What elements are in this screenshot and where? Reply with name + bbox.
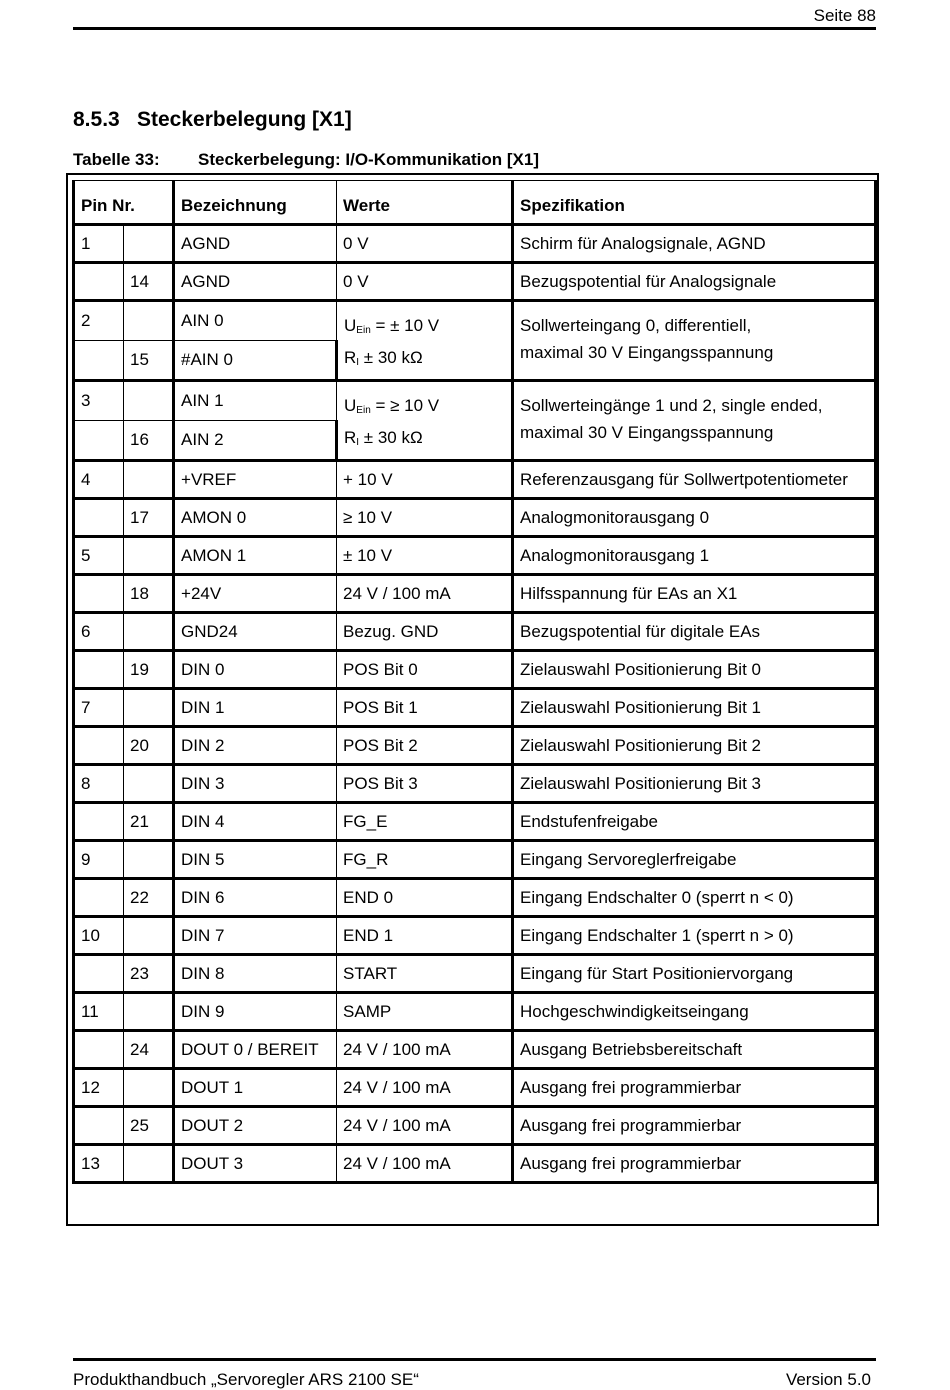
pin-cell [124, 613, 174, 651]
value-cell: POS Bit 3 [337, 765, 513, 803]
value-cell: 24 V / 100 mA [337, 1107, 513, 1145]
pin-cell: 17 [124, 499, 174, 537]
spec-cell [513, 381, 876, 461]
spec-cell: Hochgeschwindigkeitseingang [513, 993, 876, 1031]
table-row [74, 689, 876, 727]
table-row [74, 575, 876, 613]
pin-cell: 16 [124, 421, 174, 461]
pin-cell [74, 263, 124, 301]
name-cell: AIN 1 [174, 381, 337, 421]
pin-cell: 11 [74, 993, 124, 1031]
value-line [344, 424, 511, 456]
pin-cell: 10 [74, 917, 124, 955]
pin-table [72, 180, 877, 1184]
pin-cell [124, 1069, 174, 1107]
table-row [74, 727, 876, 765]
table-row [74, 651, 876, 689]
name-cell: DIN 8 [174, 955, 337, 993]
table-row [74, 1069, 876, 1107]
value-cell: END 1 [337, 917, 513, 955]
name-cell: DIN 4 [174, 803, 337, 841]
value-text: = ± 10 V [370, 316, 440, 335]
value-cell: END 0 [337, 879, 513, 917]
pin-cell: 3 [74, 381, 124, 421]
spec-cell: Bezugspotential für Analogsignale [513, 263, 876, 301]
pin-cell: 25 [124, 1107, 174, 1145]
pin-cell: 14 [124, 263, 174, 301]
value-cell: 24 V / 100 mA [337, 1145, 513, 1183]
value-cell: 24 V / 100 mA [337, 1069, 513, 1107]
pin-cell: 23 [124, 955, 174, 993]
pin-cell [74, 1107, 124, 1145]
pin-cell [74, 575, 124, 613]
header-name: Bezeichnung [174, 181, 337, 225]
spec-cell: Zielauswahl Positionierung Bit 2 [513, 727, 876, 765]
symbol: R [344, 348, 357, 367]
table-row [74, 301, 876, 341]
pin-cell: 12 [74, 1069, 124, 1107]
symbol-subscript: I [356, 437, 360, 448]
name-cell: AIN 2 [174, 421, 337, 461]
name-cell: AGND [174, 263, 337, 301]
pin-cell: 24 [124, 1031, 174, 1069]
name-cell: AIN 0 [174, 301, 337, 341]
pin-cell [74, 1031, 124, 1069]
table-caption [73, 150, 539, 170]
name-cell: DIN 5 [174, 841, 337, 879]
name-cell: DOUT 2 [174, 1107, 337, 1145]
pin-cell: 4 [74, 461, 124, 499]
name-cell: DIN 7 [174, 917, 337, 955]
table-row [74, 537, 876, 575]
header-pin: Pin Nr. [74, 181, 174, 225]
caption-text: Steckerbelegung: I/O-Kommunikation [X1] [198, 150, 539, 169]
name-cell: DIN 2 [174, 727, 337, 765]
table-row [74, 955, 876, 993]
value-cell: START [337, 955, 513, 993]
pin-cell [124, 917, 174, 955]
spec-cell: Schirm für Analogsignale, AGND [513, 225, 876, 263]
pin-cell [124, 461, 174, 499]
table-row [74, 613, 876, 651]
spec-cell: Eingang für Start Positioniervorgang [513, 955, 876, 993]
value-cell: FG_R [337, 841, 513, 879]
pin-cell [124, 381, 174, 421]
pin-cell [124, 301, 174, 341]
table-header-row [74, 181, 876, 225]
spec-cell: Ausgang frei programmierbar [513, 1107, 876, 1145]
spec-cell [513, 301, 876, 381]
pin-cell [74, 803, 124, 841]
value-cell: 0 V [337, 225, 513, 263]
name-cell: AGND [174, 225, 337, 263]
pin-cell: 18 [124, 575, 174, 613]
name-cell: DIN 3 [174, 765, 337, 803]
pin-cell: 2 [74, 301, 124, 341]
symbol-subscript: Ein [356, 325, 371, 336]
table-row [74, 263, 876, 301]
spec-cell: Zielauswahl Positionierung Bit 3 [513, 765, 876, 803]
pin-cell [124, 841, 174, 879]
symbol: U [344, 396, 357, 415]
pin-cell: 20 [124, 727, 174, 765]
spec-cell: Referenzausgang für Sollwertpotentiometer [513, 461, 876, 499]
value-line [344, 392, 511, 424]
table-row [74, 381, 876, 421]
section-number: 8.5.3 [73, 108, 120, 131]
value-line [344, 312, 511, 344]
spec-cell: Ausgang frei programmierbar [513, 1069, 876, 1107]
name-cell: #AIN 0 [174, 341, 337, 381]
pin-cell [124, 765, 174, 803]
table-row [74, 499, 876, 537]
pin-cell [124, 689, 174, 727]
value-cell: Bezug. GND [337, 613, 513, 651]
footer-version: Version 5.0 [785, 1370, 871, 1389]
symbol: R [344, 428, 357, 447]
spec-cell: Zielauswahl Positionierung Bit 0 [513, 651, 876, 689]
spec-cell: Bezugspotential für digitale EAs [513, 613, 876, 651]
value-cell: POS Bit 1 [337, 689, 513, 727]
pin-cell [74, 727, 124, 765]
pin-cell: 6 [74, 613, 124, 651]
value-cell: FG_E [337, 803, 513, 841]
spec-cell: Analogmonitorausgang 1 [513, 537, 876, 575]
spec-line: maximal 30 V Eingangsspannung [520, 343, 774, 362]
spec-cell: Endstufenfreigabe [513, 803, 876, 841]
name-cell: +24V [174, 575, 337, 613]
caption-label: Tabelle 33: [73, 150, 160, 169]
table-row [74, 1031, 876, 1069]
value-text: ± 30 kΩ [359, 348, 423, 367]
table-row [74, 993, 876, 1031]
name-cell: AMON 1 [174, 537, 337, 575]
pin-cell [74, 651, 124, 689]
pin-cell: 13 [74, 1145, 124, 1183]
pin-cell: 1 [74, 225, 124, 263]
name-cell: AMON 0 [174, 499, 337, 537]
pin-cell: 7 [74, 689, 124, 727]
name-cell: +VREF [174, 461, 337, 499]
pin-cell: 8 [74, 765, 124, 803]
section-heading [73, 108, 352, 132]
value-cell: POS Bit 0 [337, 651, 513, 689]
pin-cell: 5 [74, 537, 124, 575]
value-cell: SAMP [337, 993, 513, 1031]
table-row [74, 765, 876, 803]
spec-cell: Eingang Endschalter 0 (sperrt n < 0) [513, 879, 876, 917]
pin-cell: 9 [74, 841, 124, 879]
pin-cell: 19 [124, 651, 174, 689]
value-cell [337, 381, 513, 461]
spec-line: maximal 30 V Eingangsspannung [520, 423, 774, 442]
spec-cell: Ausgang frei programmierbar [513, 1145, 876, 1183]
value-cell: 24 V / 100 mA [337, 575, 513, 613]
table-row [74, 461, 876, 499]
pin-cell [74, 879, 124, 917]
header-spec: Spezifikation [513, 181, 876, 225]
pin-cell [124, 1145, 174, 1183]
spec-cell: Eingang Endschalter 1 (sperrt n > 0) [513, 917, 876, 955]
name-cell: DIN 1 [174, 689, 337, 727]
pin-cell: 15 [124, 341, 174, 381]
value-cell: ± 10 V [337, 537, 513, 575]
value-cell: ≥ 10 V [337, 499, 513, 537]
section-title: Steckerbelegung [X1] [137, 108, 352, 131]
table-row [74, 1107, 876, 1145]
table-row [74, 1145, 876, 1183]
value-cell: POS Bit 2 [337, 727, 513, 765]
name-cell: DIN 9 [174, 993, 337, 1031]
name-cell: GND24 [174, 613, 337, 651]
pin-cell [124, 537, 174, 575]
name-cell: DIN 6 [174, 879, 337, 917]
symbol-subscript: I [356, 357, 360, 368]
table-row [74, 917, 876, 955]
pin-cell [74, 955, 124, 993]
table-row [74, 803, 876, 841]
value-line [344, 344, 511, 376]
value-text: ± 30 kΩ [359, 428, 423, 447]
value-cell: 24 V / 100 mA [337, 1031, 513, 1069]
value-cell: + 10 V [337, 461, 513, 499]
footer-rule [73, 1358, 876, 1361]
pin-cell [124, 993, 174, 1031]
value-cell: 0 V [337, 263, 513, 301]
spec-line: Sollwerteingänge 1 und 2, single ended, [520, 396, 823, 415]
pin-cell: 21 [124, 803, 174, 841]
symbol: U [344, 316, 357, 335]
pin-cell [124, 225, 174, 263]
spec-cell: Hilfsspannung für EAs an X1 [513, 575, 876, 613]
header-values: Werte [337, 181, 513, 225]
table-row [74, 225, 876, 263]
table-row [74, 879, 876, 917]
spec-cell: Zielauswahl Positionierung Bit 1 [513, 689, 876, 727]
name-cell: DOUT 0 / BEREIT [174, 1031, 337, 1069]
value-cell [337, 301, 513, 381]
page-number: Seite 88 [813, 6, 876, 25]
footer-title: Produkthandbuch „Servoregler ARS 2100 SE“ [73, 1370, 419, 1389]
value-text: = ≥ 10 V [370, 396, 440, 415]
pin-cell [74, 341, 124, 381]
name-cell: DOUT 1 [174, 1069, 337, 1107]
spec-cell: Eingang Servoreglerfreigabe [513, 841, 876, 879]
name-cell: DOUT 3 [174, 1145, 337, 1183]
spec-cell: Analogmonitorausgang 0 [513, 499, 876, 537]
pin-cell: 22 [124, 879, 174, 917]
header-rule [73, 27, 876, 30]
name-cell: DIN 0 [174, 651, 337, 689]
spec-line: Sollwerteingang 0, differentiell, [520, 316, 752, 335]
spec-cell: Ausgang Betriebsbereitschaft [513, 1031, 876, 1069]
symbol-subscript: Ein [356, 405, 371, 416]
pin-cell [74, 421, 124, 461]
pin-cell [74, 499, 124, 537]
table-row [74, 841, 876, 879]
